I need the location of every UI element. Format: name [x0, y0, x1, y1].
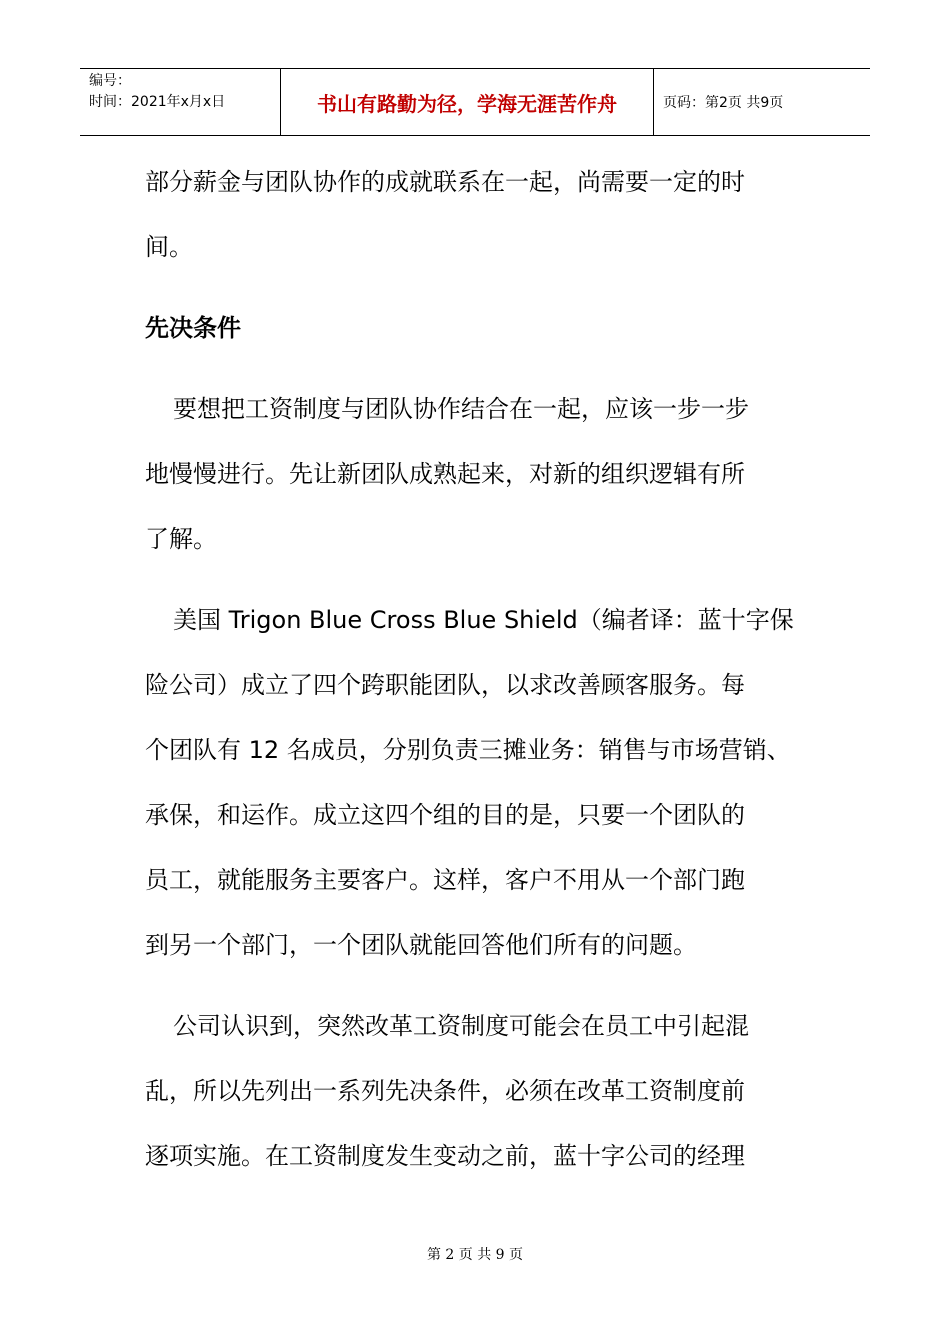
text-line: 乱，所以先列出一系列先决条件，必须在改革工资制度前 — [145, 1077, 745, 1105]
text-line: 部分薪金与团队协作的成就联系在一起，尚需要一定的时 — [145, 168, 745, 196]
text-line: 员工，就能服务主要客户。这样，客户不用从一个部门跑 — [145, 866, 745, 894]
text-line: 承保，和运作。成立这四个组的目的是，只要一个团队的 — [145, 801, 745, 829]
text-line: 间。 — [145, 233, 193, 261]
page-header — [80, 68, 870, 136]
paragraph-2 — [145, 377, 825, 572]
text-line: 个团队有 12 名成员，分别负责三摊业务：销售与市场营销、 — [145, 736, 791, 764]
text-line: 了解。 — [145, 525, 217, 553]
text-line: 美国 Trigon Blue Cross Blue Shield（编者译：蓝十字保 — [173, 606, 794, 634]
section-heading: 先决条件 — [145, 314, 241, 342]
text-line: 险公司）成立了四个跨职能团队，以求改善顾客服务。每 — [145, 671, 745, 699]
paragraph-1 — [145, 150, 825, 280]
text-line: 到另一个部门，一个团队就能回答他们所有的问题。 — [145, 931, 697, 959]
text-line: 要想把工资制度与团队协作结合在一起，应该一步一步 — [173, 395, 749, 423]
header-motto: 书山有路勤为径，学海无涯苦作舟 — [281, 69, 654, 135]
text-line: 逐项实施。在工资制度发生变动之前，蓝十字公司的经理 — [145, 1142, 745, 1170]
document-date: 时间：2021年x月x日 — [89, 94, 226, 110]
page-footer: 第 2 页 共 9 页 — [426, 1247, 524, 1263]
document-number-label: 编号： — [89, 73, 131, 89]
paragraph-3 — [145, 588, 825, 978]
header-meta — [80, 69, 281, 135]
text-line: 公司认识到，突然改革工资制度可能会在员工中引起混 — [173, 1012, 749, 1040]
document-body — [145, 150, 825, 1189]
text-line: 地慢慢进行。先让新团队成熟起来，对新的组织逻辑有所 — [145, 460, 745, 488]
paragraph-4 — [145, 994, 825, 1189]
header-page-info: 页码：第2页 共9页 — [663, 95, 784, 111]
